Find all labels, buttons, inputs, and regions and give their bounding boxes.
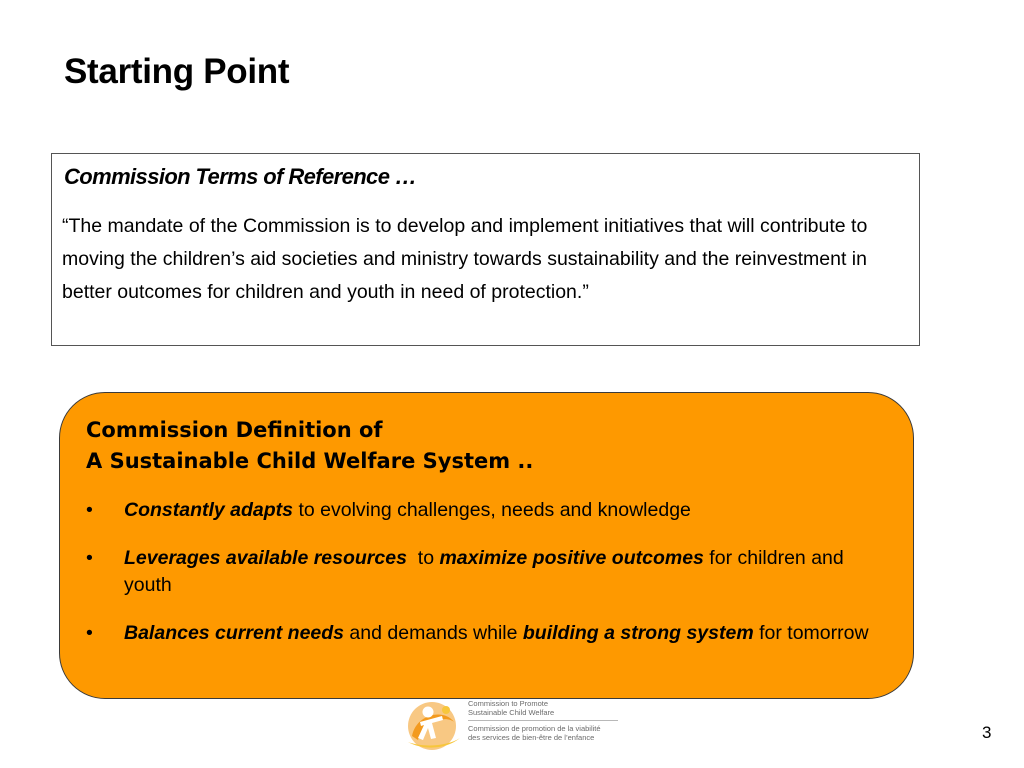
logo-english-line-2: Sustainable Child Welfare [468, 708, 555, 717]
definition-box [59, 392, 914, 699]
bullet-text: for children and youth [124, 547, 844, 596]
page-number: 3 [982, 723, 992, 742]
terms-of-reference-box [51, 153, 920, 346]
bullet-text: to [406, 547, 440, 569]
definition-heading-line-2: A Sustainable Child Welfare System .. [86, 449, 534, 473]
logo-french-line-2: des services de bien-être de l’enfance [468, 733, 595, 742]
definition-bullet-list [86, 497, 876, 668]
definition-heading-line-1: Commission Definition of [86, 418, 383, 442]
bullet-emphasis: Balances current needs [124, 622, 345, 644]
logo-english-line-1: Commission to Promote [468, 699, 549, 708]
commission-logo [402, 696, 622, 752]
bullet-text: to evolving challenges, needs and knowledge [293, 499, 691, 521]
mandate-quote: “The mandate of the Commission is to develop and implement initiatives that will contribute to moving the children’s aid societies and ministry towards sustainability and the reinvestment in better outcomes for children and youth in need of protection.” [62, 215, 868, 303]
bullet-item-adapts [86, 497, 876, 524]
bullet-dot-icon: • [86, 622, 93, 644]
bullet-dot-icon: • [86, 499, 93, 521]
bullet-emphasis: maximize positive outcomes [439, 547, 704, 569]
bullet-text: for tomorrow [753, 622, 869, 644]
definition-heading [86, 415, 533, 477]
bullet-text: and demands while [344, 622, 523, 644]
bullet-emphasis: Leverages available resources [124, 547, 407, 569]
bullet-emphasis: building a strong system [522, 622, 754, 644]
slide-title: Starting Point [64, 52, 290, 91]
bullet-item-leverages [86, 545, 876, 599]
logo-text [468, 699, 618, 742]
logo-divider [468, 720, 618, 721]
terms-heading: Commission Terms of Reference … [64, 164, 417, 189]
logo-french-line-1: Commission de promotion de la viabilité [468, 724, 601, 733]
bullet-dot-icon: • [86, 547, 93, 569]
bullet-item-balances [86, 620, 876, 647]
child-figure-logo-icon [402, 696, 464, 752]
bullet-emphasis: Constantly adapts [124, 499, 294, 521]
